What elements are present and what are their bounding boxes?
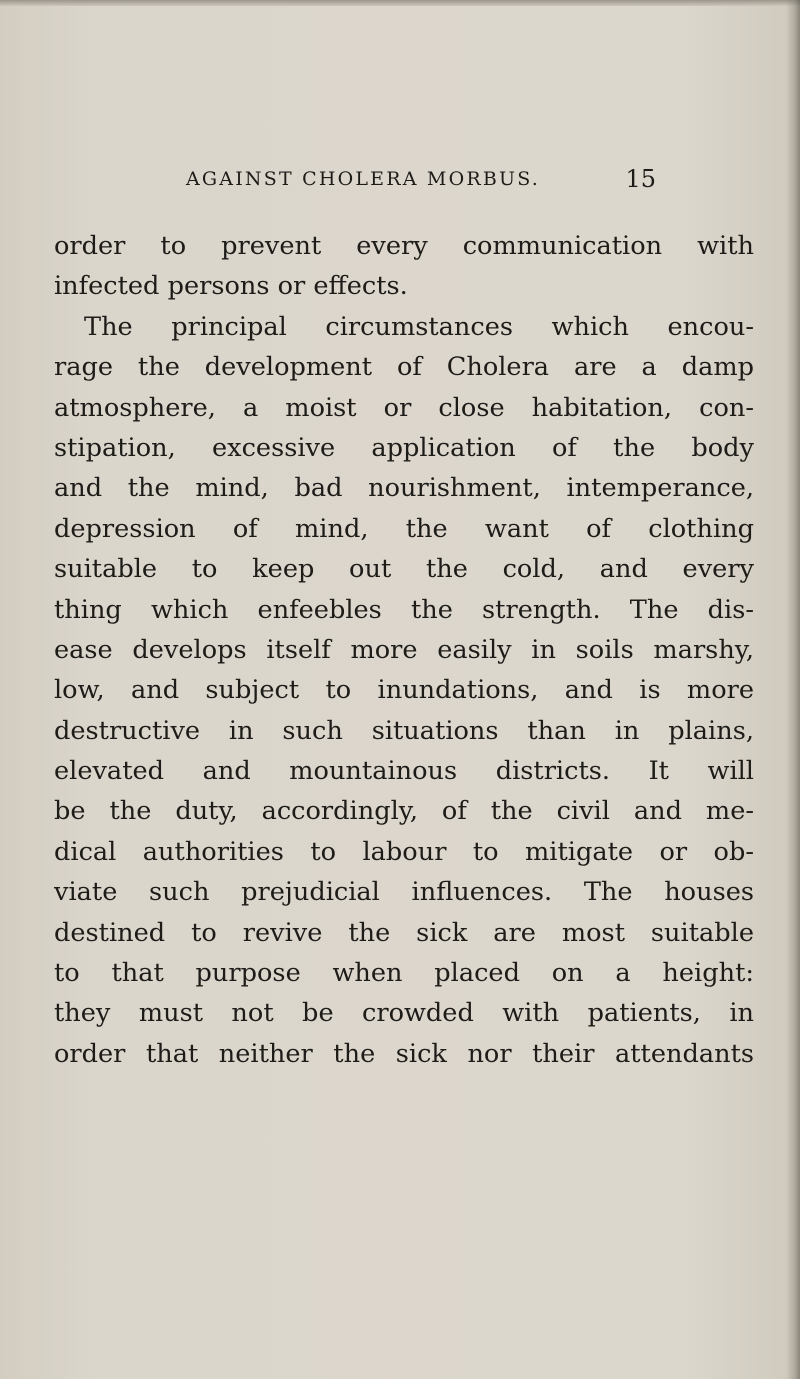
body-text	[54, 226, 754, 1074]
text-line: be the duty, accordingly, of the civil and me-	[54, 796, 754, 827]
running-title: AGAINST CHOLERA MORBUS.	[186, 168, 541, 190]
text-line: dical authorities to labour to mitigate or ob-	[54, 836, 754, 867]
text-line: destructive in such situations than in plains,	[54, 715, 754, 746]
page-right-edge-shadow	[786, 0, 800, 1379]
text-line: viate such prejudicial influences. The houses	[54, 877, 754, 908]
text-line: infected persons or effects.	[54, 271, 408, 302]
text-line: atmosphere, a moist or close habitation, con-	[54, 392, 754, 423]
text-line: they must not be crowded with patients, in	[54, 998, 754, 1029]
page-number: 15	[625, 165, 656, 193]
text-line: elevated and mountainous districts. It will	[54, 756, 754, 787]
text-line: depression of mind, the want of clothing	[54, 513, 754, 544]
text-line: suitable to keep out the cold, and every	[54, 554, 754, 585]
text-line: stipation, excessive application of the body	[54, 432, 754, 463]
text-line: to that purpose when placed on a height:	[54, 958, 754, 989]
text-line: order to prevent every communication with	[54, 231, 754, 261]
text-line: thing which enfeebles the strength. The dis-	[54, 594, 754, 625]
text-line: destined to revive the sick are most suitable	[54, 917, 754, 948]
page-top-edge	[0, 0, 800, 6]
text-line: rage the development of Cholera are a damp	[54, 352, 754, 383]
running-head	[186, 165, 656, 198]
text-line: The principal circumstances which encou-	[84, 311, 754, 342]
text-line: low, and subject to inundations, and is more	[54, 675, 754, 706]
text-line: ease develops itself more easily in soils marshy,	[54, 634, 754, 665]
text-line: and the mind, bad nourishment, intemperance,	[54, 473, 754, 504]
text-line: order that neither the sick nor their attendants	[54, 1038, 754, 1069]
